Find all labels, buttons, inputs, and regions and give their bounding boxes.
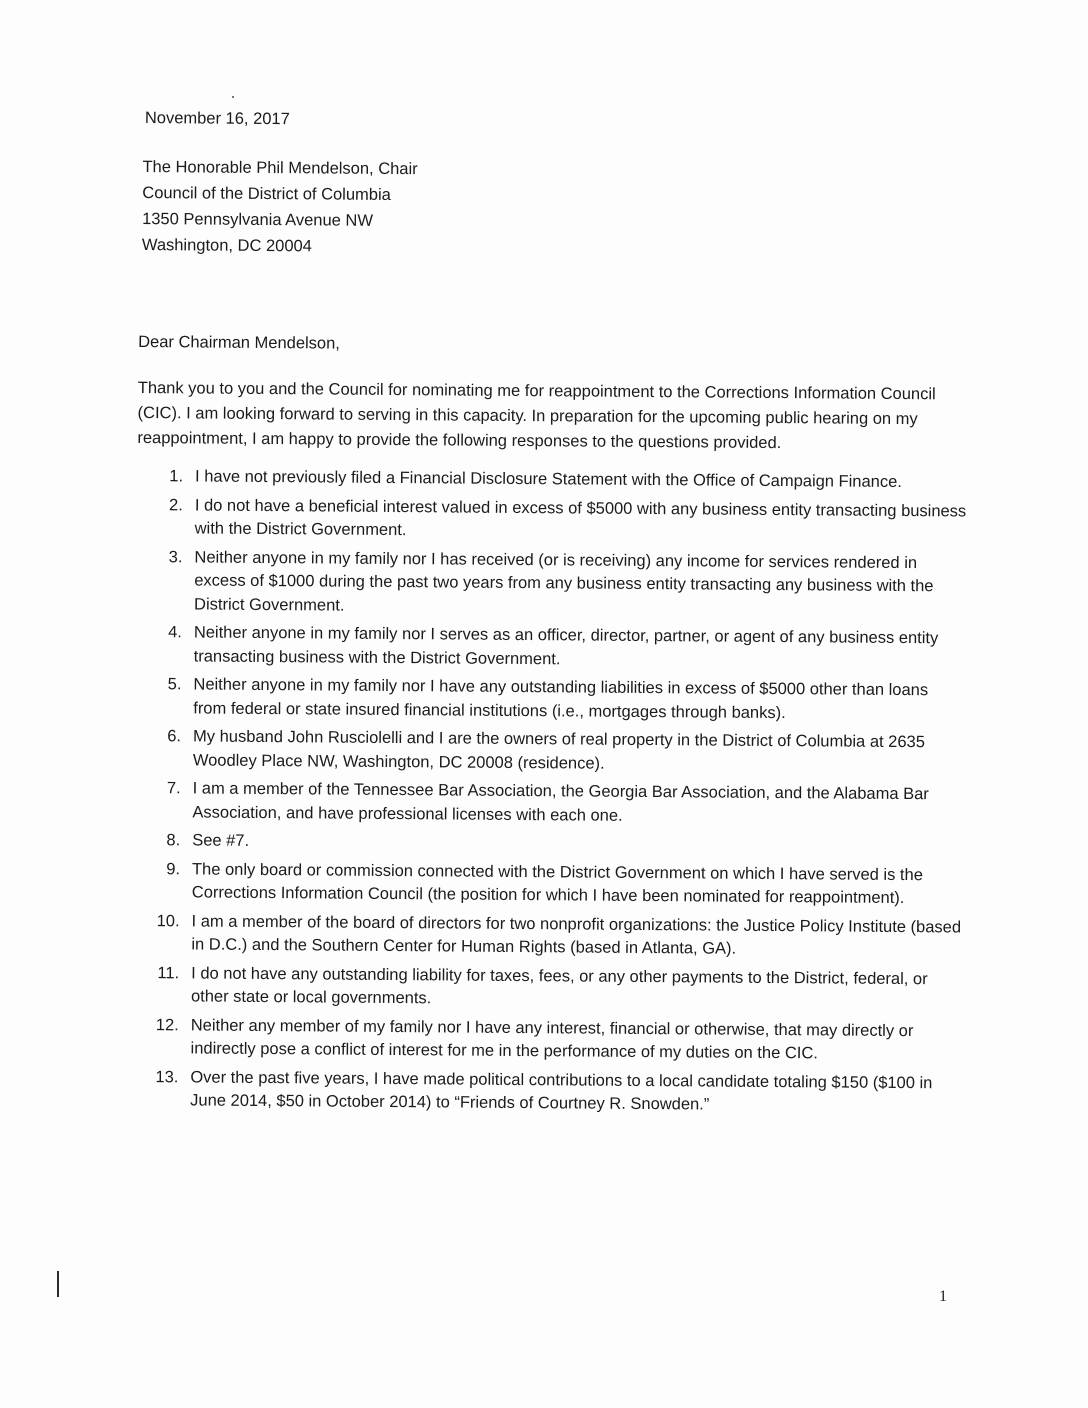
item-number: 4.	[168, 623, 182, 642]
item-text: I do not have any outstanding liability for taxes, fees, or any other payments to the District, federal, or other state or local governments.	[190, 963, 928, 1008]
page-number: 1	[939, 1288, 947, 1305]
list-item	[137, 465, 967, 495]
scan-edge-mark	[57, 1271, 59, 1297]
salutation: Dear Chairman Mendelson,	[138, 332, 340, 353]
item-number: 9.	[166, 859, 181, 878]
item-number: 11.	[157, 963, 180, 982]
list-item	[134, 829, 964, 859]
list-item	[135, 673, 965, 727]
list-item	[133, 1013, 963, 1067]
item-number: 7.	[166, 779, 181, 798]
item-text: My husband John Rusciolelli and I are the owners of real property in the District of Columbia at 2635 Woodley Place NW, Washington, DC 20008 (residence).	[192, 727, 925, 773]
list-item	[136, 621, 966, 675]
recipient-line: 1350 Pennsylvania Avenue NW	[142, 210, 374, 230]
scan-speck	[232, 96, 234, 98]
list-item	[135, 725, 965, 779]
item-text: Neither anyone in my family nor I have any outstanding liabilities in excess of $5000 other than loans from federal or state insured financial institutions (i.e., mortgages through banks).	[193, 675, 929, 722]
item-number: 3.	[168, 547, 183, 566]
letter-body	[132, 106, 970, 1124]
recipient-line: Washington, DC 20004	[141, 236, 312, 256]
item-number: 5.	[167, 675, 182, 694]
item-number: 1.	[169, 467, 184, 486]
item-number: 8.	[166, 831, 181, 850]
list-item	[133, 909, 963, 963]
item-text: Neither anyone in my family nor I has received (or is receiving) any income for services rendered in excess of $1000 during the past two years from any business entity transacting any business with the District Government.	[194, 547, 934, 615]
item-text: See #7.	[192, 831, 250, 850]
item-number: 12.	[155, 1015, 179, 1034]
list-item	[132, 1065, 962, 1119]
item-text: Neither any member of my family nor I have any interest, financial or otherwise, that may directly or indirectly pose a conflict of interest for me in the performance of my duties on the CIC.	[190, 1015, 914, 1063]
item-number: 10.	[156, 911, 180, 930]
list-item	[134, 857, 964, 911]
letter-date: November 16, 2017	[144, 109, 290, 129]
item-text: The only board or commission connected with the District Government on which I have served is the Corrections Information Council (the position for which I have been nominated for reappointment).	[191, 859, 923, 908]
list-item	[134, 777, 964, 831]
item-text: Over the past five years, I have made political contributions to a local candidate totaling $150 ($100 in June 2014, $50 in October 2014) to “Friends of Courtney R. Snowden.”	[190, 1067, 933, 1114]
list-item	[137, 493, 967, 547]
responses-list	[132, 465, 967, 1119]
item-text: I have not previously filed a Financial Disclosure Statement with the Office of Campaign Finance.	[195, 467, 902, 491]
item-number: 13.	[155, 1067, 179, 1086]
list-item	[133, 961, 963, 1015]
recipient-line: The Honorable Phil Mendelson, Chair	[142, 158, 418, 179]
item-number: 6.	[167, 727, 182, 746]
item-text: Neither anyone in my family nor I serves as an officer, director, partner, or agent of any business entity transacting business with the District Government.	[193, 623, 939, 668]
item-number: 2.	[169, 495, 183, 514]
item-text: I am a member of the Tennessee Bar Association, the Georgia Bar Association, and the Alabama Bar Association, and have professional licenses with each one.	[192, 779, 929, 825]
list-item	[136, 545, 967, 622]
recipient-address	[142, 154, 970, 264]
intro-paragraph: Thank you to you and the Council for nominating me for reappointment to the Corrections Information Council (CIC). I am looking forward to serving in this capacity. In preparation for the upcoming public hearing on my reappointment, I am happy to provide the following responses to the questions provided.	[137, 378, 936, 453]
item-text: I am a member of the board of directors for two nonprofit organizations: the Justice Policy Institute (based in D.C.) and the Southern Center for Human Rights (based in Atlanta, GA).	[191, 911, 962, 958]
recipient-line: Council of the District of Columbia	[142, 184, 391, 204]
item-text: I do not have a beneficial interest valued in excess of $5000 with any business entity transacting business with the District Government.	[194, 495, 967, 540]
